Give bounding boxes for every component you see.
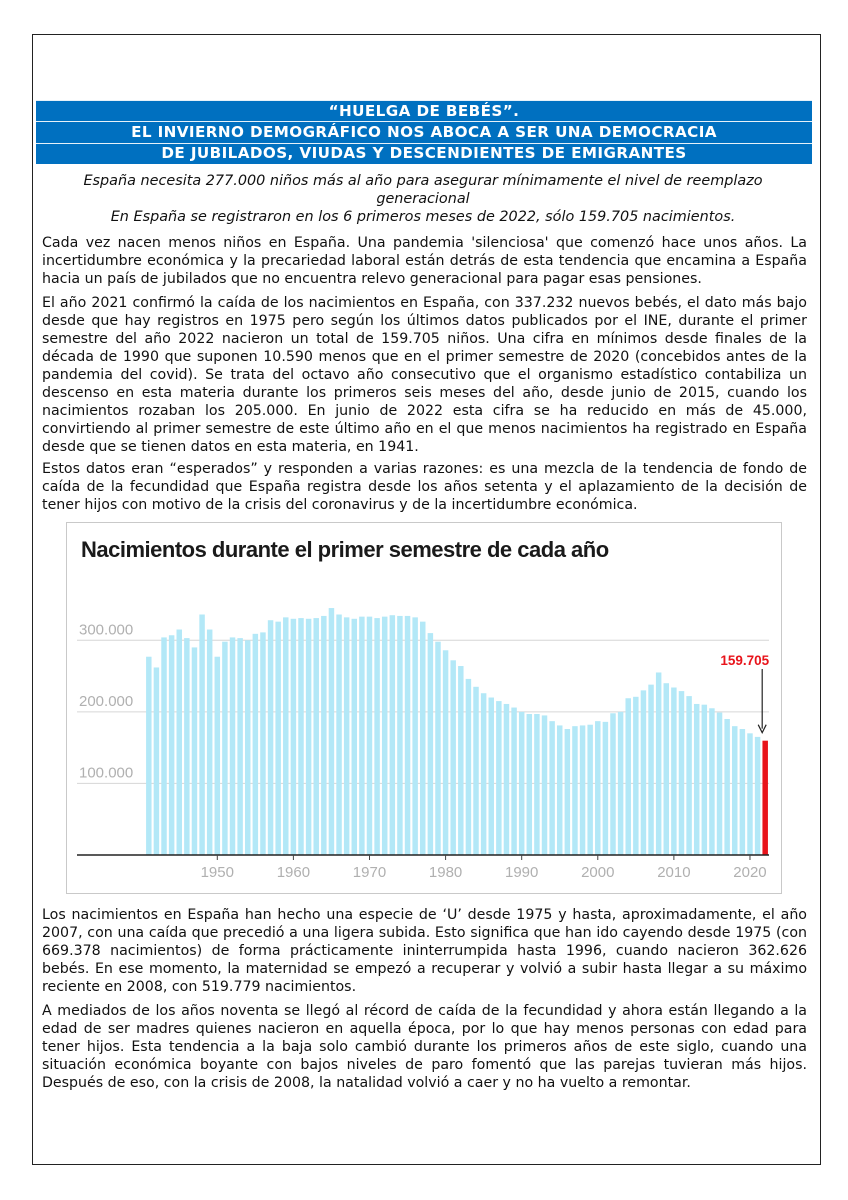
chart-bar (519, 712, 524, 855)
chart-bar (177, 630, 182, 855)
chart-bar (161, 637, 166, 855)
chart-bar (473, 687, 478, 855)
y-tick-label: 100.000 (79, 764, 134, 782)
x-tick-label: 1950 (200, 864, 234, 881)
chart-bar (534, 714, 539, 855)
chart-bar (412, 617, 417, 855)
chart-bar (405, 616, 410, 855)
chart-bar (443, 650, 448, 855)
chart-bar (199, 614, 204, 855)
chart-bar (306, 619, 311, 855)
chart-bar (504, 704, 509, 855)
chart-bar (298, 618, 303, 855)
subtitle-line-1: España necesita 277.000 niños más al año para asegurar mínimamente el nivel de reemplazo (83, 173, 763, 189)
paragraph-5: A mediados de los años noventa se llegó al récord de caída de la fecundidad y ahora están llegando a la edad de ser madres quienes nacieron en aquella época, por lo que hay menos personas con edad para tener hijos. Esta tendencia a la baja solo cambió durante los primeros años de este siglo, cuando una situación económica boyante con bajos niveles de paro fomentó que las parejas tuvieran más hijos. Después de eso, con la crisis de 2008, la natalidad volvió a caer y no ha vuelto a remontar. (42, 1003, 807, 1091)
chart-bar (428, 633, 433, 855)
chart-bar (192, 647, 197, 855)
subtitle (40, 172, 806, 226)
chart-bar (656, 672, 661, 855)
chart-title: Nacimientos durante el primer semestre de cada año (81, 537, 609, 562)
y-tick-label: 300.000 (79, 621, 134, 639)
chart-bar (603, 722, 608, 855)
chart-bar (321, 616, 326, 855)
chart-bar (146, 657, 151, 855)
chart-bar (489, 698, 494, 855)
chart-bar (648, 685, 653, 855)
x-tick-label: 2020 (733, 864, 767, 881)
chart-bar (374, 618, 379, 855)
title-line-2: EL INVIERNO DEMOGRÁFICO NOS ABOCA A SER UNA DEMOCRACIA (131, 123, 717, 141)
chart-bar (671, 688, 676, 855)
chart-bar (732, 726, 737, 855)
x-tick-label: 2010 (657, 864, 691, 881)
chart-bar (237, 638, 242, 855)
chart-bar (724, 719, 729, 855)
chart-bar (747, 733, 752, 855)
x-tick-label: 1970 (352, 864, 387, 881)
paragraph-1: Cada vez nacen menos niños en España. Una pandemia 'silenciosa' que comenzó hace unos años. La incertidumbre económica y la precariedad laboral están detrás de esta tendencia que encamina a España hacia un país de jubilados que no encuentra relevo generacional para pagar esas pensiones. (42, 235, 807, 287)
subtitle-line-2: generacional (376, 191, 470, 207)
chart-bar (245, 640, 250, 855)
chart-bar (382, 617, 387, 855)
chart-bar (625, 698, 630, 855)
title-banner (36, 100, 812, 164)
births-chart-svg (67, 523, 783, 895)
x-tick-label: 1980 (428, 864, 463, 881)
chart-bar (420, 622, 425, 855)
chart-bar (169, 635, 174, 855)
chart-bar (458, 666, 463, 855)
chart-bar (587, 725, 592, 855)
chart-bar (390, 615, 395, 855)
subtitle-line-3: En España se registraron en los 6 primeros meses de 2022, sólo 159.705 nacimientos. (110, 209, 736, 225)
chart-bar (549, 721, 554, 855)
chart-bar (253, 634, 258, 855)
chart-bar (481, 693, 486, 855)
chart-bar (435, 642, 440, 855)
chart-bar (230, 637, 235, 855)
chart-bar (702, 705, 707, 855)
chart-bar (641, 690, 646, 855)
y-tick-label: 200.000 (79, 692, 134, 710)
chart-bar (329, 608, 334, 855)
chart-bar (694, 704, 699, 855)
chart-bar (755, 737, 760, 855)
chart-bar (664, 683, 669, 855)
chart-bar (359, 617, 364, 855)
chart-bar (542, 715, 547, 855)
chart-bar (207, 630, 212, 855)
chart-bar (633, 697, 638, 855)
chart-bar (496, 701, 501, 855)
chart-bar (344, 617, 349, 855)
title-line-3: DE JUBILADOS, VIUDAS Y DESCENDIENTES DE EMIGRANTES (161, 144, 687, 162)
paragraph-4: Los nacimientos en España han hecho una especie de ‘U’ desde 1975 y hasta, aproximadamente, el año 2007, con una caída que precedió a una ligera subida. Esto significa que han ido cayendo desde 1975 (con 669.378 nacimientos) de forma prácticamente ininterrumpida hasta 1996, cuando nacieron 362.626 bebés. En ese momento, la maternidad se empezó a recuperar y volvió a subir hasta llegar a su máximo reciente en 2008, con 519.779 nacimientos. (42, 907, 807, 995)
chart-bar (618, 712, 623, 855)
chart-bar (595, 721, 600, 855)
chart-bar (610, 713, 615, 855)
chart-bar (154, 667, 159, 855)
chart-bar (222, 642, 227, 855)
paragraph-2: El año 2021 confirmó la caída de los nacimientos en España, con 337.232 nuevos bebés, el dato más bajo desde que hay registros en 1975 pero según los últimos datos publicados por el INE, durante el primer semestre del año 2022 nacieron un total de 159.705 niños. Una cifra en mínimos desde finales de la década de 1990 que suponen 10.590 menos que en el primer semestre de 2020 (concebidos antes de la pandemia del covid). Se trata del octavo año consecutivo que el organismo estadístico contabiliza un descenso en esta materia durante los primeros seis meses del año, desde junio de 2015, cuando los nacimientos rozaban los 205.000. En junio de 2022 esta cifra se ha reducido en más de 45.000, convirtiendo al primer semestre de este último año en el que menos nacimientos ha registrado en España desde que se tienen datos en esta materia, en 1941. (42, 295, 807, 455)
chart-bar (466, 679, 471, 855)
chart-bar (268, 620, 273, 855)
chart-bar (313, 618, 318, 855)
chart-bar (572, 726, 577, 855)
chart-bar (565, 729, 570, 855)
chart-bar (717, 713, 722, 855)
chart-bar (275, 622, 280, 855)
chart-bar (352, 619, 357, 855)
paragraph-3: Estos datos eran “esperados” y responden a varias razones: es una mezcla de la tendencia de fondo de caída de la fecundidad que España registra desde los años setenta y el aplazamiento de la decisión de tener hijos con motivo de la crisis del coronavirus y de la incertidumbre económica. (42, 461, 807, 513)
chart-bar (397, 616, 402, 855)
highlight-value-label: 159.705 (720, 653, 770, 668)
chart-bar (184, 638, 189, 855)
chart-bar (215, 657, 220, 855)
chart-bar (740, 729, 745, 855)
chart-bar (709, 708, 714, 855)
highlight-bar (762, 741, 767, 855)
x-tick-label: 1990 (504, 864, 539, 881)
chart-bar (580, 725, 585, 855)
births-chart (66, 522, 782, 894)
chart-bar (291, 619, 296, 855)
chart-bar (260, 632, 265, 855)
chart-bar (686, 696, 691, 855)
chart-bar (367, 617, 372, 855)
chart-bar (336, 614, 341, 855)
x-tick-label: 2000 (581, 864, 615, 881)
chart-bar (283, 617, 288, 855)
chart-bar (450, 660, 455, 855)
chart-bar (511, 708, 516, 855)
x-tick-label: 1960 (276, 864, 311, 881)
chart-bar (557, 725, 562, 855)
chart-bar (527, 714, 532, 855)
title-line-1: “HUELGA DE BEBÉS”. (328, 102, 520, 120)
chart-bar (679, 691, 684, 855)
